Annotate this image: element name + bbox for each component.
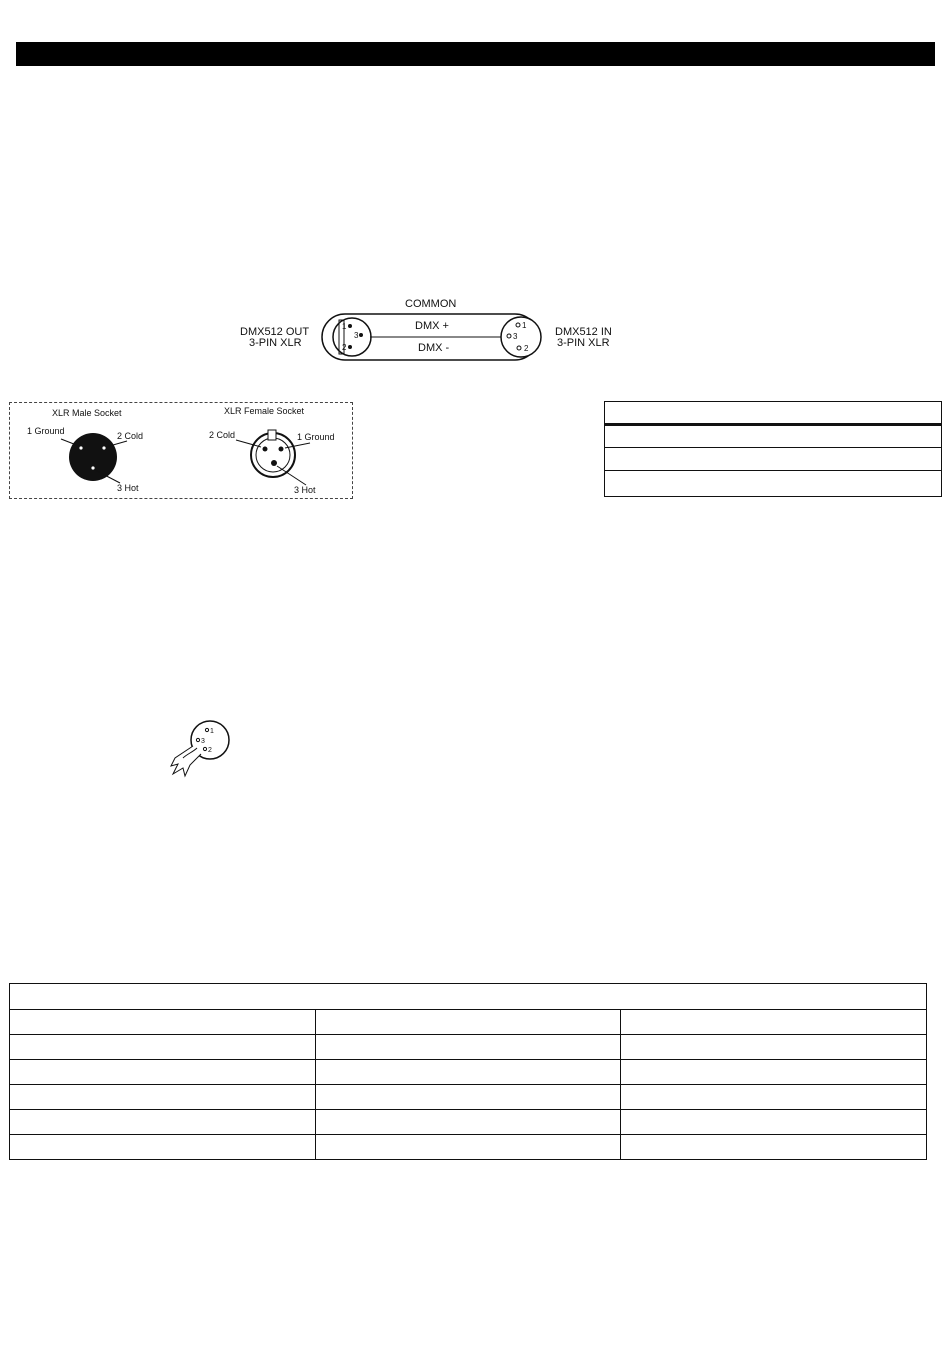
male-pin-ground: 1 Ground [27,426,65,436]
svg-text:3: 3 [513,332,518,341]
table-row [10,1135,927,1160]
svg-text:2: 2 [524,344,529,353]
xlr-male-socket-icon [69,433,117,481]
dmx-in-label-2: 3-PIN XLR [557,337,610,349]
terminator-plug-icon [163,718,238,780]
dmx-plus-label: DMX + [415,320,449,332]
dmx-in-label-1: DMX512 IN [555,326,612,338]
svg-text:3: 3 [201,738,205,745]
svg-text:1: 1 [522,321,527,330]
dmx-cable-diagram [225,290,635,365]
table-row [10,1010,927,1035]
female-pin-cold: 2 Cold [209,430,236,440]
table-header-row [10,984,927,1010]
table-row [605,448,942,471]
female-socket-title: XLR Female Socket [224,406,305,416]
table-row [605,425,942,448]
dmx-out-label-1: DMX512 OUT [240,326,310,338]
data-table [9,983,927,1160]
table-row [10,1060,927,1085]
female-pin-hot: 3 Hot [294,485,316,495]
dmx-minus-label: DMX - [418,342,450,354]
table-row [10,1035,927,1060]
table-row [10,1085,927,1110]
pin-table [604,401,942,497]
male-pin-hot: 3 Hot [117,483,139,493]
svg-text:3: 3 [354,331,359,340]
section-header-bar [16,42,935,66]
table-row [605,402,942,425]
table-row [10,1110,927,1135]
table-row [605,471,942,497]
female-pin-ground: 1 Ground [297,432,335,442]
svg-text:2: 2 [208,747,212,754]
xlr-socket-figure [9,402,353,499]
svg-text:1: 1 [342,322,347,331]
male-socket-title: XLR Male Socket [52,408,122,418]
dmx-out-label-2: 3-PIN XLR [249,337,302,349]
svg-text:2: 2 [342,343,347,352]
common-label: COMMON [405,298,457,310]
svg-text:1: 1 [210,728,214,735]
male-pin-cold: 2 Cold [117,431,144,441]
